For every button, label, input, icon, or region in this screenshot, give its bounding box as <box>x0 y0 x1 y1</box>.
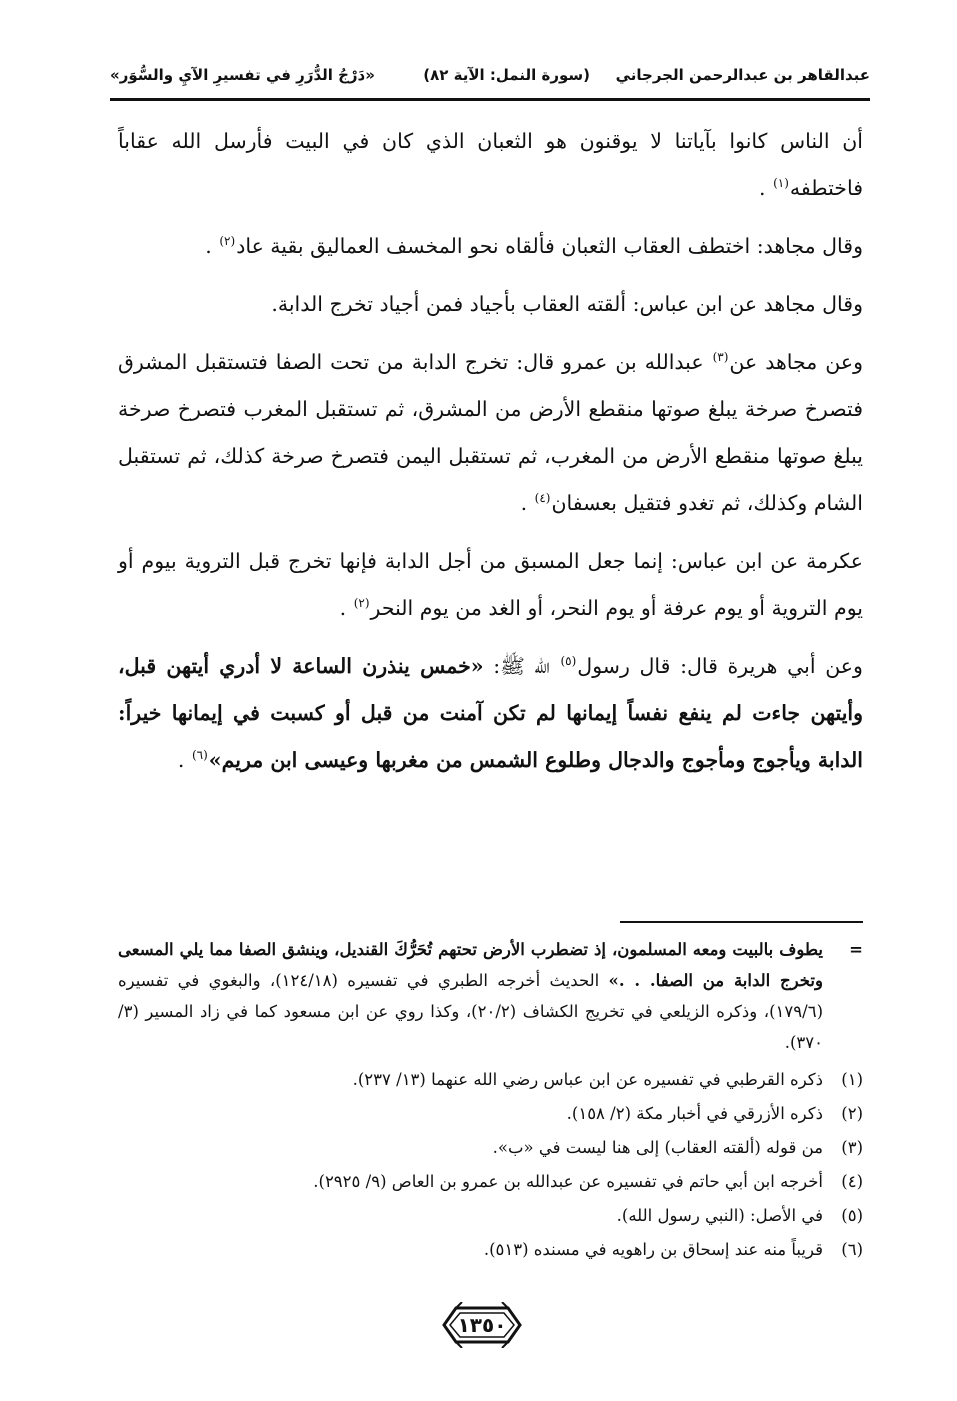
paragraph-3 <box>118 281 863 328</box>
paragraph-text: وعن أبي هريرة قال: قال رسول <box>577 654 863 678</box>
footnote-number: (٣) <box>841 1138 863 1157</box>
paragraph-text: وقال مجاهد عن ابن عباس: ألقته العقاب بأجياد فمن أجياد تخرج الدابة. <box>271 292 863 316</box>
main-text <box>118 118 863 795</box>
paragraph-text: عبدالله بن عمرو قال: تخرج الدابة من تحت الصفا فتستقبل المشرق فتصرخ صرخة يبلغ صوتها منقطع الأرض من المشرق، ثم تستقبل المغرب فتصرخ صرخة يبلغ صوتها منقطع الأرض من المغرب، ثم تستقبل اليمن فتصرخ صرخة كذلك، ثم تستقبل الشام وكذلك، ثم تغدو فتقيل بعسفان <box>118 350 863 515</box>
footnote-ref: (١) <box>773 176 789 191</box>
footnote-number: (٥) <box>841 1206 863 1225</box>
paragraph-4 <box>118 339 863 527</box>
paragraph-end: . <box>759 176 766 200</box>
footnote-ref: (٦) <box>191 748 208 763</box>
footnote-number: (١) <box>841 1070 863 1089</box>
page-number: ١٣٥٠ <box>457 1313 507 1337</box>
paragraph-2 <box>118 223 863 270</box>
footnote-text: أخرجه ابن أبي حاتم في تفسيره عن عبدالله بن عمرو بن العاص (٩/ ٢٩٢٥). <box>313 1172 823 1191</box>
paragraph-5 <box>118 538 863 632</box>
continuation-marker: = <box>849 940 863 959</box>
footnote-text: ذكره القرطبي في تفسيره عن ابن عباس رضي الله عنهما (١٣/ ٢٣٧). <box>352 1070 823 1089</box>
footnote-continuation <box>118 934 863 1058</box>
header-surah: (سورة النمل: الآية ٨٢) <box>423 66 590 84</box>
paragraph-1 <box>118 118 863 212</box>
header-author: عبدالقاهر بن عبدالرحمن الجرجاني <box>615 66 870 84</box>
paragraph-end: . <box>520 491 528 515</box>
page-number-ornament <box>440 1302 524 1348</box>
header-rule <box>110 98 870 101</box>
paragraph-end: . <box>205 234 212 258</box>
footnote-text: في الأصل: (النبي رسول الله). <box>616 1206 823 1225</box>
running-header <box>110 58 870 94</box>
continuation-quote: يطوف بالبيت ومعه المسلمون، إذ تضطرب الأرض تحتهم تُحَرُّكَ القنديل، وينشق الصفا مما يلي المسعى وتخرج الدابة من الصفا. . .» <box>118 940 823 990</box>
paragraph-text: أن الناس كانوا بآياتنا لا يوقنون هو الثعبان الذي كان في البيت فأرسل الله عقاباً فاختطفه <box>118 129 863 200</box>
footnotes <box>118 934 863 1268</box>
paragraph-text: وقال مجاهد: اختطف العقاب الثعبان فألقاه نحو المخسف العماليق بقية عاد <box>236 234 863 258</box>
footnote-text: قريباً منه عند إسحاق بن راهويه في مسنده (٥١٣). <box>483 1240 823 1259</box>
footnote-item <box>118 1234 863 1265</box>
paragraph-text: وعن مجاهد عن <box>729 350 863 374</box>
paragraph-end: . <box>339 596 347 620</box>
footnote-number: (٦) <box>841 1240 863 1259</box>
footnote-text: ذكره الأزرقي في أخبار مكة (٢/ ١٥٨). <box>566 1104 823 1123</box>
paragraph-end: . <box>177 748 185 772</box>
footnote-ref: (٣) <box>712 350 729 365</box>
footnote-number: (٤) <box>841 1172 863 1191</box>
hadith-quote: «خمس ينذرن الساعة لا أدري أيتهن قبل، وأيتهن جاءت لم ينفع نفساً إيمانها لم تكن آمنت من قبل أو كسبت في إيمانها خيراً: الدابة ويأجوج ومأجوج والدجال وطلوع الشمس من مغربها وعيسى ابن مريم» <box>118 654 863 772</box>
footnote-ref: (٤) <box>534 491 551 506</box>
footnote-item <box>118 1132 863 1163</box>
paragraph-6 <box>118 643 863 784</box>
footnote-item <box>118 1064 863 1095</box>
header-book-title: «دَرْجُ الدُّرَرِ في تفسيرِ الآيِ والسُّوَر» <box>110 66 375 84</box>
footnote-number: (٢) <box>841 1104 863 1123</box>
footnote-ref: (٢) <box>219 234 236 249</box>
footnote-ref: (٢) <box>353 596 370 611</box>
footnote-item <box>118 1098 863 1129</box>
footnote-item <box>118 1200 863 1231</box>
footnote-separator <box>620 921 863 923</box>
paragraph-text: الله ﷺ: <box>493 654 550 678</box>
footnote-item <box>118 1166 863 1197</box>
paragraph-text: عكرمة عن ابن عباس: إنما جعل المسبق من أجل الدابة فإنها تخرج قبل التروية بيوم أو يوم التروية أو يوم عرفة أو يوم النحر، أو الغد من يوم النحر <box>118 549 863 620</box>
continuation-text: الحديث أخرجه الطبري في تفسيره (١٢٤/١٨)، والبغوي في تفسيره (١٧٩/٦)، وذكره الزيلعي في تخريج الكشاف (٢٠/٢)، وكذا روي عن ابن مسعود كما في زاد المسير (٣/ ٣٧٠). <box>118 971 823 1052</box>
footnote-text: من قوله (ألقته العقاب) إلى هنا ليست في «ب». <box>492 1138 823 1157</box>
footnote-ref: (٥) <box>560 654 577 669</box>
